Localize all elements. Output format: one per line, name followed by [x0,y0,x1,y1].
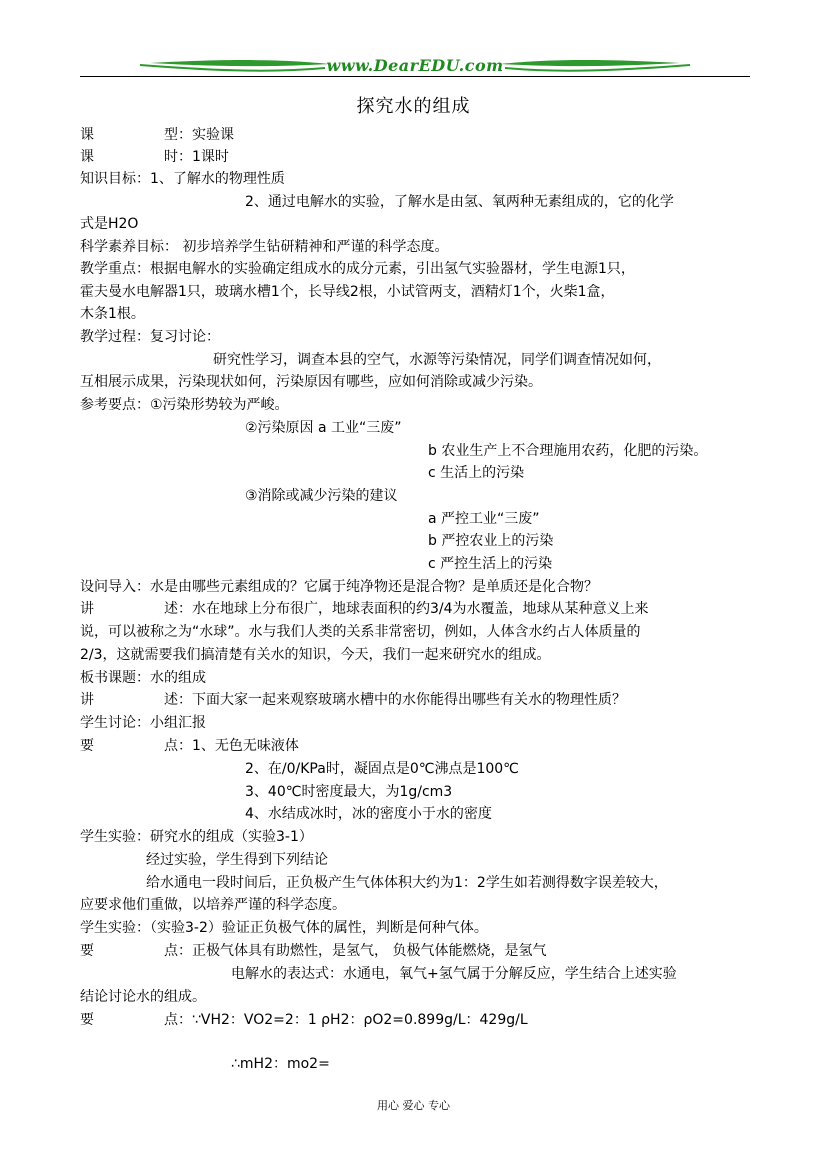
text-line: 给水通电一段时间后，正负极产生气体体积大约为1：2学生如若测得数字误差较大， [146,875,668,891]
text-line: ③消除或减少污染的建议 [245,488,398,504]
text-line: 要 点：正极气体具有助燃性，是氢气， 负极气体能燃烧，是氢气 [80,943,547,959]
text-line: 教学过程：复习讨论： [80,329,220,345]
text-line: 要 点：1、无色无味液体 [80,738,299,754]
text-line: 学生讨论：小组汇报 [80,715,206,731]
text-line: b 农业生产上不合理施用农药，化肥的污染。 [428,443,708,459]
text-line: 电解水的表达式：水通电，氧气+氢气属于分解反应，学生结合上述实验 [231,966,677,982]
page-footer: 用心 爱心 专心 [377,1099,450,1112]
text-line: 2、在/0/KPa时，凝固点是0℃沸点是100℃ [245,761,519,777]
text-line: 讲 述：水在地球上分布很广，地球表面积的约3/4为水覆盖，地球从某种意义上来 [80,601,649,617]
text-line: 板书课题：水的组成 [80,670,206,686]
text-line: 结论讨论水的组成。 [80,989,206,1005]
text-line: 讲 述：下面大家一起来观察玻璃水槽中的水你能得出哪些有关水的物理性质？ [80,692,626,708]
text-line: c 生活上的污染 [428,465,525,481]
text-line: 教学重点：根据电解水的实验确定组成水的成分元素，引出氢气实验器材，学生电源1只， [80,261,635,277]
text-line: 霍夫曼水电解器1只，玻璃水槽1个，长导线2根，小试管两支，酒精灯1个，火柴1盒， [80,284,615,300]
site-logo: www.DearEDU.com [326,56,504,75]
text-line: 课 时：1课时 [80,149,229,165]
text-line: ∴mH2：mo2= [231,1056,330,1072]
text-line: 应要求他们重做，以培养严谨的科学态度。 [80,897,346,913]
text-line: 2、通过电解水的实验，了解水是由氢、氧两种无素组成的，它的化学 [245,194,674,210]
text-line: 知识目标：1、了解水的物理性质 [80,171,285,187]
text-line: 学生实验：研究水的组成（实验3-1） [80,829,313,845]
text-line: 3、40℃时密度最大，为1g/cm3 [245,784,453,800]
text-line: 研究性学习，调查本县的空气，水源等污染情况，同学们调查情况如何， [213,352,661,368]
text-line: 课 型：实验课 [80,127,234,143]
page-title: 探究水的组成 [356,96,471,117]
text-line: 说，可以被称之为“水球”。水与我们人类的关系非常密切，例如，人体含水约占人体质量的 [80,624,641,640]
text-line: 参考要点：①污染形势较为严峻。 [80,397,289,413]
text-line: 设问导入：水是由哪些元素组成的？它属于纯净物还是混合物？是单质还是化合物？ [80,579,598,595]
text-line: 学生实验：（实验3-2）验证正负极气体的属性，判断是何种气体。 [80,920,488,936]
text-line: a 严控工业“三废” [428,511,540,527]
text-line: 科学素养目标： 初步培养学生钻研精神和严谨的科学态度。 [80,239,449,255]
text-line: 4、水结成冰时，冰的密度小于水的密度 [245,806,492,822]
header-divider [80,76,750,77]
text-line: 木条1根。 [80,306,145,322]
text-line: 互相展示成果，污染现状如何，污染原因有哪些，应如何消除或减少污染。 [80,374,542,390]
text-line: 式是H2O [80,216,139,232]
text-line: 要 点：∵VH2：VO2=2：1 ρH2：ρO2=0.899g/L：429g/L [80,1012,528,1028]
text-line: c 严控生活上的污染 [428,556,553,572]
text-line: 2/3，这就需要我们搞清楚有关水的知识，今天，我们一起来研究水的组成。 [80,647,551,663]
text-line: b 严控农业上的污染 [428,533,554,549]
text-line: 经过实验，学生得到下列结论 [146,852,328,868]
page-header [80,50,750,82]
text-line: ②污染原因 a 工业“三废” [245,420,402,436]
